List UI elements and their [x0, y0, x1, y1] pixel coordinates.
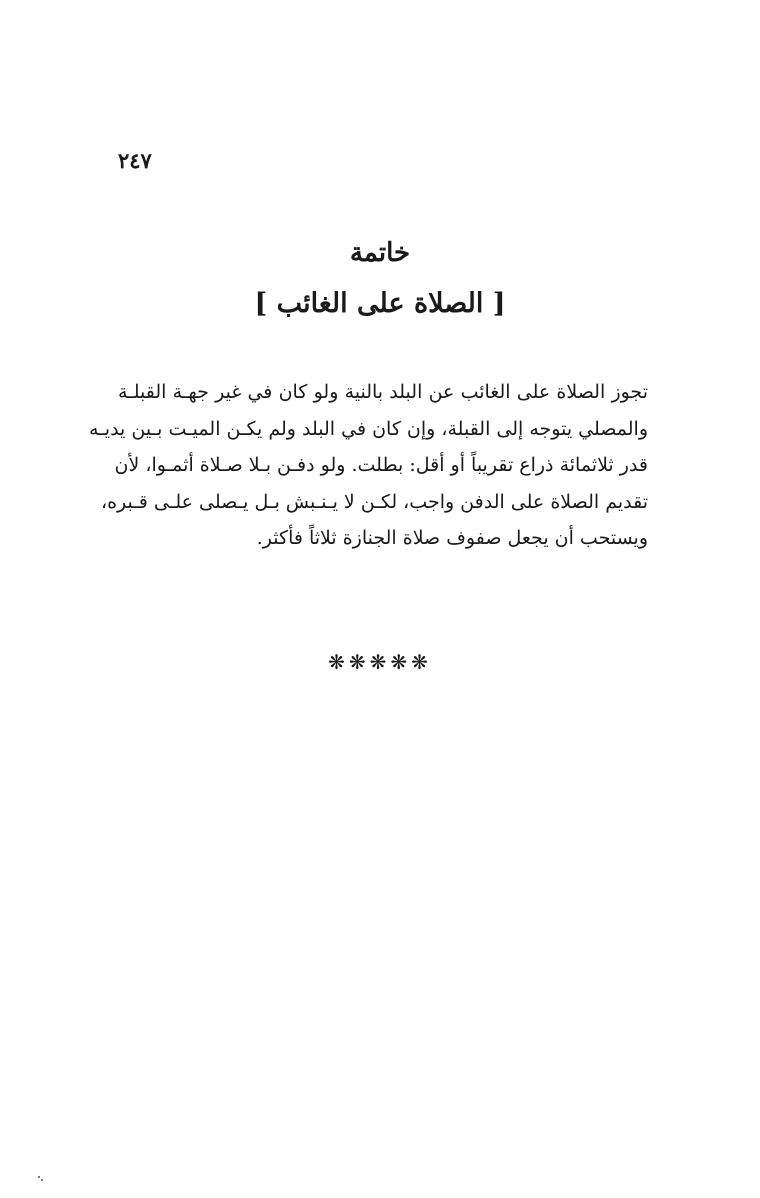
body-paragraph — [89, 374, 648, 557]
section-separator: ❋❋❋❋❋ — [328, 650, 432, 674]
scan-speck-icon — [38, 1176, 43, 1181]
page-number: ٢٤٧ — [118, 148, 152, 173]
chapter-title: خاتمة — [349, 238, 411, 268]
paragraph-line: ويستحب أن يجعل صفوف صلاة الجنازة ثلاثاً فأكثر. — [256, 527, 648, 549]
paragraph-line: تجوز الصلاة على الغائب عن البلد بالنية ولو كان في غير جهـة القبلـة — [118, 381, 648, 403]
section-title: [ الصلاة على الغائب ] — [254, 288, 506, 319]
paragraph-line: والمصلي يتوجه إلى القبلة، وإن كان في البلد ولم يكـن الميـت بـين يديـه — [89, 417, 648, 440]
paragraph-line: قدر ثلاثمائة ذراع تقريباً أو أقل: بطلت. ولو دفـن بـلا صـلاة أثمـوا، لأن — [114, 454, 648, 476]
paragraph-line: تقديم الصلاة على الدفن واجب، لكـن لا يـنـبش بـل يـصلى علـى قـبره، — [100, 490, 648, 513]
